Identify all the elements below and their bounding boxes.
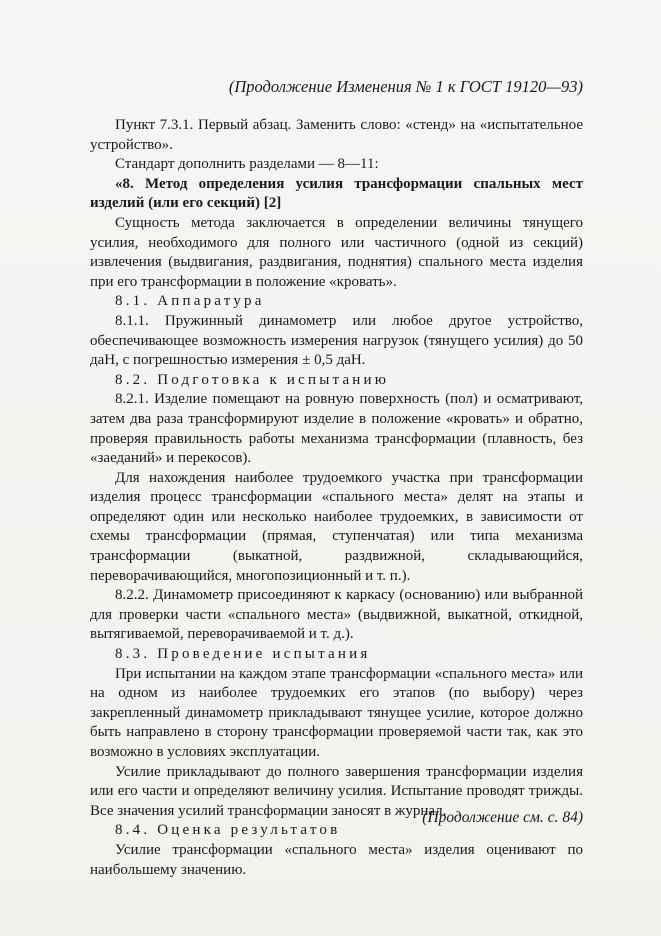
paragraph-8-3-b: Усилие прикладывают до полного завершения трансформации изделия или его части и определяют величину усилия. Испытание проводят трижды. Все значения усилий трансформации заносят в журнал. (90, 763, 583, 819)
subsection-8-1-title: 8.1. Аппаратура (115, 293, 265, 310)
paragraph-8-4: Усилие трансформации «спального места» изделия оценивают по наибольшему значению. (90, 841, 583, 878)
subsection-8-3-heading (90, 645, 583, 665)
paragraph-8-3-a: При испытании на каждом этапе трансформации «спального места» или на одном из наиболее трудоемких его этапов (по выбору) через закрепленный динамометр прикладывают тянущее усилие, которое должно быть направлено в сторону трансформации проверяемой части так, как это возможно в условиях эксплуатации. (90, 665, 583, 760)
paragraph-8-2-1-continued: Для нахождения наиболее трудоемкого участка при трансформации изделия процесс трансформации «спального места» делят на этапы и определяют один или несколько наиболее трудоемких, в зависимости от схемы трансформации (прямая, ступенчатая) или типа механизма трансформации (выкатной, раздвижной, складывающийся, переворачивающийся, многопозиционный и т. п.). (90, 469, 583, 584)
subsection-8-2-heading (90, 371, 583, 391)
paragraph-7-3-1: Пункт 7.3.1. Первый абзац. Заменить слово: «стенд» на «испытательное устройство». (90, 117, 583, 153)
section-8-heading: «8. Метод определения усилия трансформации спальных мест изделий (или его секций) [2] (90, 175, 583, 212)
page-header-continuation: (Продолжение Изменения № 1 к ГОСТ 19120—93) (228, 77, 583, 96)
subsection-8-3-title: 8.3. Проведение испытания (115, 646, 371, 663)
document-body (90, 116, 583, 880)
subsection-8-2-title: 8.2. Подготовка к испытанию (115, 371, 390, 388)
paragraph-8-2-2: 8.2.2. Динамометр присоединяют к каркасу (основанию) или выбранной для проверки части «спального места» (выдвижной, выкатной, откидной, вытягиваемой, переворачиваемой и т. д.). (90, 587, 583, 643)
page-footer-continuation: (Продолжение см. с. 84) (422, 809, 583, 826)
paragraph-sections-added: Стандарт дополнить разделами — 8—11: (115, 156, 379, 173)
paragraph-8-2-1: 8.2.1. Изделие помещают на ровную поверхность (пол) и осматривают, затем два раза трансформируют изделие в положение «кровать» и обратно, проверяя правильность работы механизма трансформации (плавность, без «заеданий» и перекосов). (90, 391, 583, 467)
paragraph-method-essence: Сущность метода заключается в определении величины тянущего усилия, необходимого для полного или частичного (одной из секций) извлечения (выдвигания, раздвигания, поднятия) спального места изделия при его трансформации в положение «кровать». (90, 214, 583, 290)
subsection-8-4-title: 8.4. Оценка результатов (115, 822, 341, 839)
paragraph-8-1-1: 8.1.1. Пружинный динамометр или любое другое устройство, обеспечивающее возможность измерения нагрузок (тянущего усилия) до 50 даН, с погрешностью измерения ± 0,5 даН. (90, 312, 583, 369)
subsection-8-1-heading (90, 292, 583, 312)
